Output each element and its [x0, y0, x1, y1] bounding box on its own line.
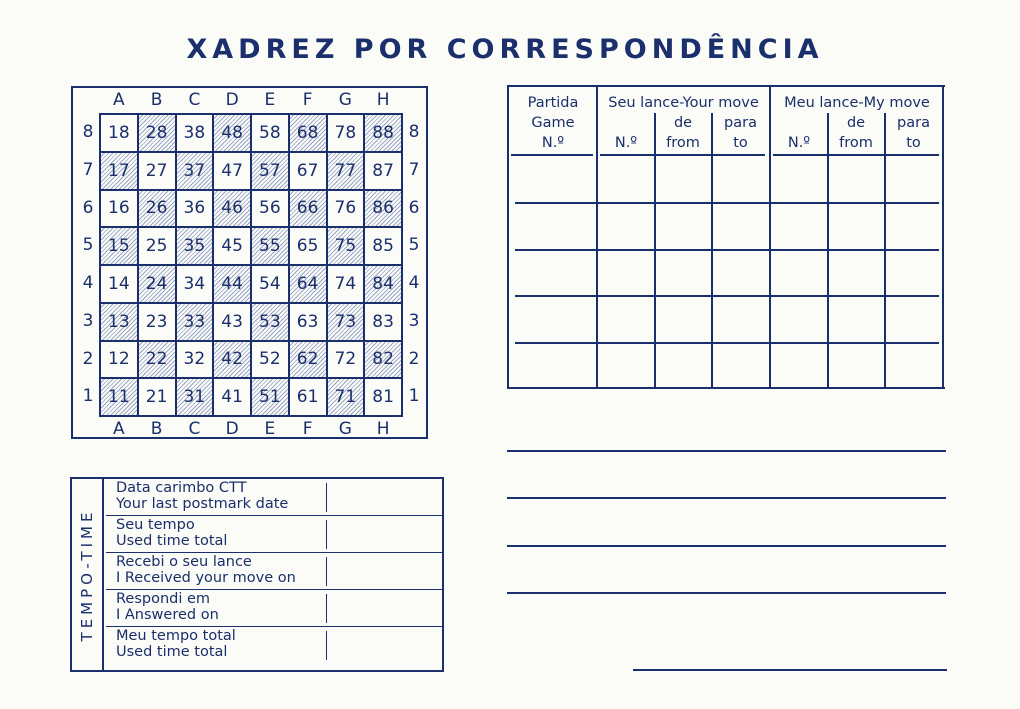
- board-square[interactable]: 57: [252, 153, 288, 189]
- board-square[interactable]: 82: [365, 342, 401, 378]
- rank-label: 6: [408, 197, 420, 218]
- time-vertical-label: [72, 477, 104, 672]
- board-square[interactable]: 85: [365, 228, 401, 264]
- row-line: [515, 295, 939, 297]
- board-square[interactable]: 44: [214, 266, 250, 302]
- header-game: Partida Game N.º: [527, 95, 579, 151]
- row-line: [515, 202, 939, 204]
- board-square[interactable]: 21: [139, 379, 175, 415]
- time-row: [106, 627, 442, 664]
- board-square[interactable]: 28: [139, 115, 175, 151]
- rank-label: 4: [408, 273, 420, 293]
- board-square[interactable]: 76: [328, 191, 364, 227]
- rank-label: 3: [408, 310, 420, 331]
- file-label: C: [188, 419, 201, 439]
- board-square[interactable]: 52: [252, 342, 288, 378]
- file-label: H: [376, 419, 390, 439]
- header-my-move: Meu lance-My move: [784, 95, 930, 111]
- file-label: A: [113, 419, 125, 439]
- header-your-from: de from: [666, 115, 700, 151]
- board-square[interactable]: 73: [328, 304, 364, 340]
- board-square[interactable]: 55: [252, 228, 288, 264]
- time-row-sublabel: I Received your move on: [116, 570, 296, 586]
- board-square[interactable]: 53: [252, 304, 288, 340]
- rank-label: 7: [82, 159, 94, 180]
- board-square[interactable]: 62: [290, 342, 326, 378]
- file-label: F: [302, 90, 313, 110]
- file-label: E: [264, 419, 276, 439]
- board-square[interactable]: 86: [365, 191, 401, 227]
- file-label: B: [150, 419, 163, 439]
- file-label: A: [113, 90, 125, 110]
- time-row-label: Respondi em: [116, 591, 211, 607]
- board-square[interactable]: 68: [290, 115, 326, 151]
- file-label: D: [225, 419, 239, 439]
- time-entry-cell[interactable]: [326, 594, 327, 623]
- file-label: F: [302, 419, 313, 439]
- board-square[interactable]: 25: [139, 228, 175, 264]
- signature-line[interactable]: [633, 669, 947, 671]
- board-square[interactable]: 58: [252, 115, 288, 151]
- time-row-label: Meu tempo total: [116, 628, 236, 644]
- board-square[interactable]: 26: [139, 191, 175, 227]
- header-my-from: de from: [839, 115, 873, 151]
- header-your-to: para to: [724, 115, 757, 151]
- page-title: XADREZ POR CORRESPONDÊNCIA: [186, 34, 824, 65]
- time-entry-cell[interactable]: [326, 557, 327, 586]
- board-square[interactable]: 37: [177, 153, 213, 189]
- board-square[interactable]: 18: [101, 115, 137, 151]
- time-label: TEMPO-TIME: [78, 508, 96, 641]
- file-label: G: [338, 419, 352, 439]
- time-row: [106, 553, 442, 590]
- board-square[interactable]: 48: [214, 115, 250, 151]
- board-square[interactable]: 24: [139, 266, 175, 302]
- time-row: [106, 590, 442, 627]
- time-row: [106, 516, 442, 553]
- header-my-to: para to: [897, 115, 930, 151]
- header-your-no: N.º: [614, 135, 638, 151]
- moves-table: [507, 85, 945, 389]
- board-square[interactable]: 43: [214, 304, 250, 340]
- row-line: [515, 249, 939, 251]
- board-square[interactable]: 27: [139, 153, 175, 189]
- board-square[interactable]: 15: [101, 228, 137, 264]
- time-row-sublabel: I Answered on: [116, 607, 219, 623]
- board-square[interactable]: 67: [290, 153, 326, 189]
- rank-label: 8: [408, 122, 420, 142]
- header-my-no: N.º: [787, 135, 811, 151]
- board-square[interactable]: 87: [365, 153, 401, 189]
- board-square[interactable]: 36: [177, 191, 213, 227]
- rank-label: 2: [82, 348, 94, 369]
- rank-label: 6: [82, 197, 94, 218]
- file-label: C: [188, 90, 201, 110]
- rank-label: 3: [82, 310, 94, 331]
- board-square[interactable]: 56: [252, 191, 288, 227]
- time-row-label: Data carimbo CTT: [116, 480, 247, 496]
- file-label: D: [225, 90, 239, 110]
- board-square[interactable]: 35: [177, 228, 213, 264]
- board-square[interactable]: 71: [328, 379, 364, 415]
- file-label: G: [338, 90, 352, 110]
- writing-line[interactable]: [507, 592, 946, 594]
- header-underline: [600, 154, 765, 156]
- file-labels-top: [100, 90, 402, 110]
- board-square[interactable]: 33: [177, 304, 213, 340]
- rank-label: 2: [408, 348, 420, 369]
- board-square[interactable]: 38: [177, 115, 213, 151]
- board-square[interactable]: 31: [177, 379, 213, 415]
- board-square[interactable]: 81: [365, 379, 401, 415]
- header-underline: [511, 154, 593, 156]
- board-square[interactable]: 14: [101, 266, 137, 302]
- board-square[interactable]: 32: [177, 342, 213, 378]
- table-border-right: [942, 87, 944, 387]
- board-square[interactable]: 83: [365, 304, 401, 340]
- board-square[interactable]: 61: [290, 379, 326, 415]
- board-square[interactable]: 12: [101, 342, 137, 378]
- board-square[interactable]: 75: [328, 228, 364, 264]
- board-square[interactable]: 64: [290, 266, 326, 302]
- time-entry-cell[interactable]: [326, 483, 327, 512]
- header-your-move: Seu lance-Your move: [608, 95, 759, 111]
- board-square[interactable]: 88: [365, 115, 401, 151]
- rank-label: 7: [408, 159, 420, 180]
- board-square[interactable]: 84: [365, 266, 401, 302]
- board-square[interactable]: 17: [101, 153, 137, 189]
- writing-line[interactable]: [507, 497, 946, 499]
- writing-line[interactable]: [507, 450, 946, 452]
- board-square[interactable]: 72: [328, 342, 364, 378]
- row-line: [515, 342, 939, 344]
- time-entry-cell[interactable]: [326, 631, 327, 660]
- time-row: [106, 479, 442, 516]
- board-square[interactable]: 11: [101, 379, 137, 415]
- board-square[interactable]: 66: [290, 191, 326, 227]
- board-square[interactable]: 42: [214, 342, 250, 378]
- rank-labels-left: [78, 114, 98, 416]
- board-square[interactable]: 22: [139, 342, 175, 378]
- file-label: H: [376, 90, 390, 110]
- time-row-label: Recebi o seu lance: [116, 554, 252, 570]
- time-row-sublabel: Used time total: [116, 533, 228, 549]
- time-entry-cell[interactable]: [326, 520, 327, 549]
- header-underline: [773, 154, 939, 156]
- rank-label: 8: [82, 122, 94, 142]
- board-square[interactable]: 16: [101, 191, 137, 227]
- chess-board: [99, 113, 403, 417]
- board-square[interactable]: 34: [177, 266, 213, 302]
- board-square[interactable]: 54: [252, 266, 288, 302]
- board-square[interactable]: 45: [214, 228, 250, 264]
- board-square[interactable]: 47: [214, 153, 250, 189]
- time-rows: [106, 479, 442, 664]
- file-label: B: [150, 90, 163, 110]
- rank-label: 1: [408, 386, 420, 407]
- time-row-sublabel: Used time total: [116, 644, 228, 660]
- board-square[interactable]: 13: [101, 304, 137, 340]
- rank-label: 1: [82, 386, 94, 407]
- rank-label: 5: [82, 235, 94, 256]
- rank-label: 5: [408, 235, 420, 256]
- file-labels-bottom: [100, 419, 402, 439]
- time-row-sublabel: Your last postmark date: [116, 496, 289, 512]
- rank-labels-right: [404, 114, 424, 416]
- board-square[interactable]: 23: [139, 304, 175, 340]
- board-square[interactable]: 41: [214, 379, 250, 415]
- board-square[interactable]: 65: [290, 228, 326, 264]
- board-square[interactable]: 77: [328, 153, 364, 189]
- file-label: E: [264, 90, 276, 110]
- rank-label: 4: [82, 273, 94, 293]
- board-square[interactable]: 51: [252, 379, 288, 415]
- board-square[interactable]: 78: [328, 115, 364, 151]
- time-row-label: Seu tempo: [116, 517, 195, 533]
- board-square[interactable]: 46: [214, 191, 250, 227]
- board-square[interactable]: 74: [328, 266, 364, 302]
- board-square[interactable]: 63: [290, 304, 326, 340]
- writing-line[interactable]: [507, 545, 946, 547]
